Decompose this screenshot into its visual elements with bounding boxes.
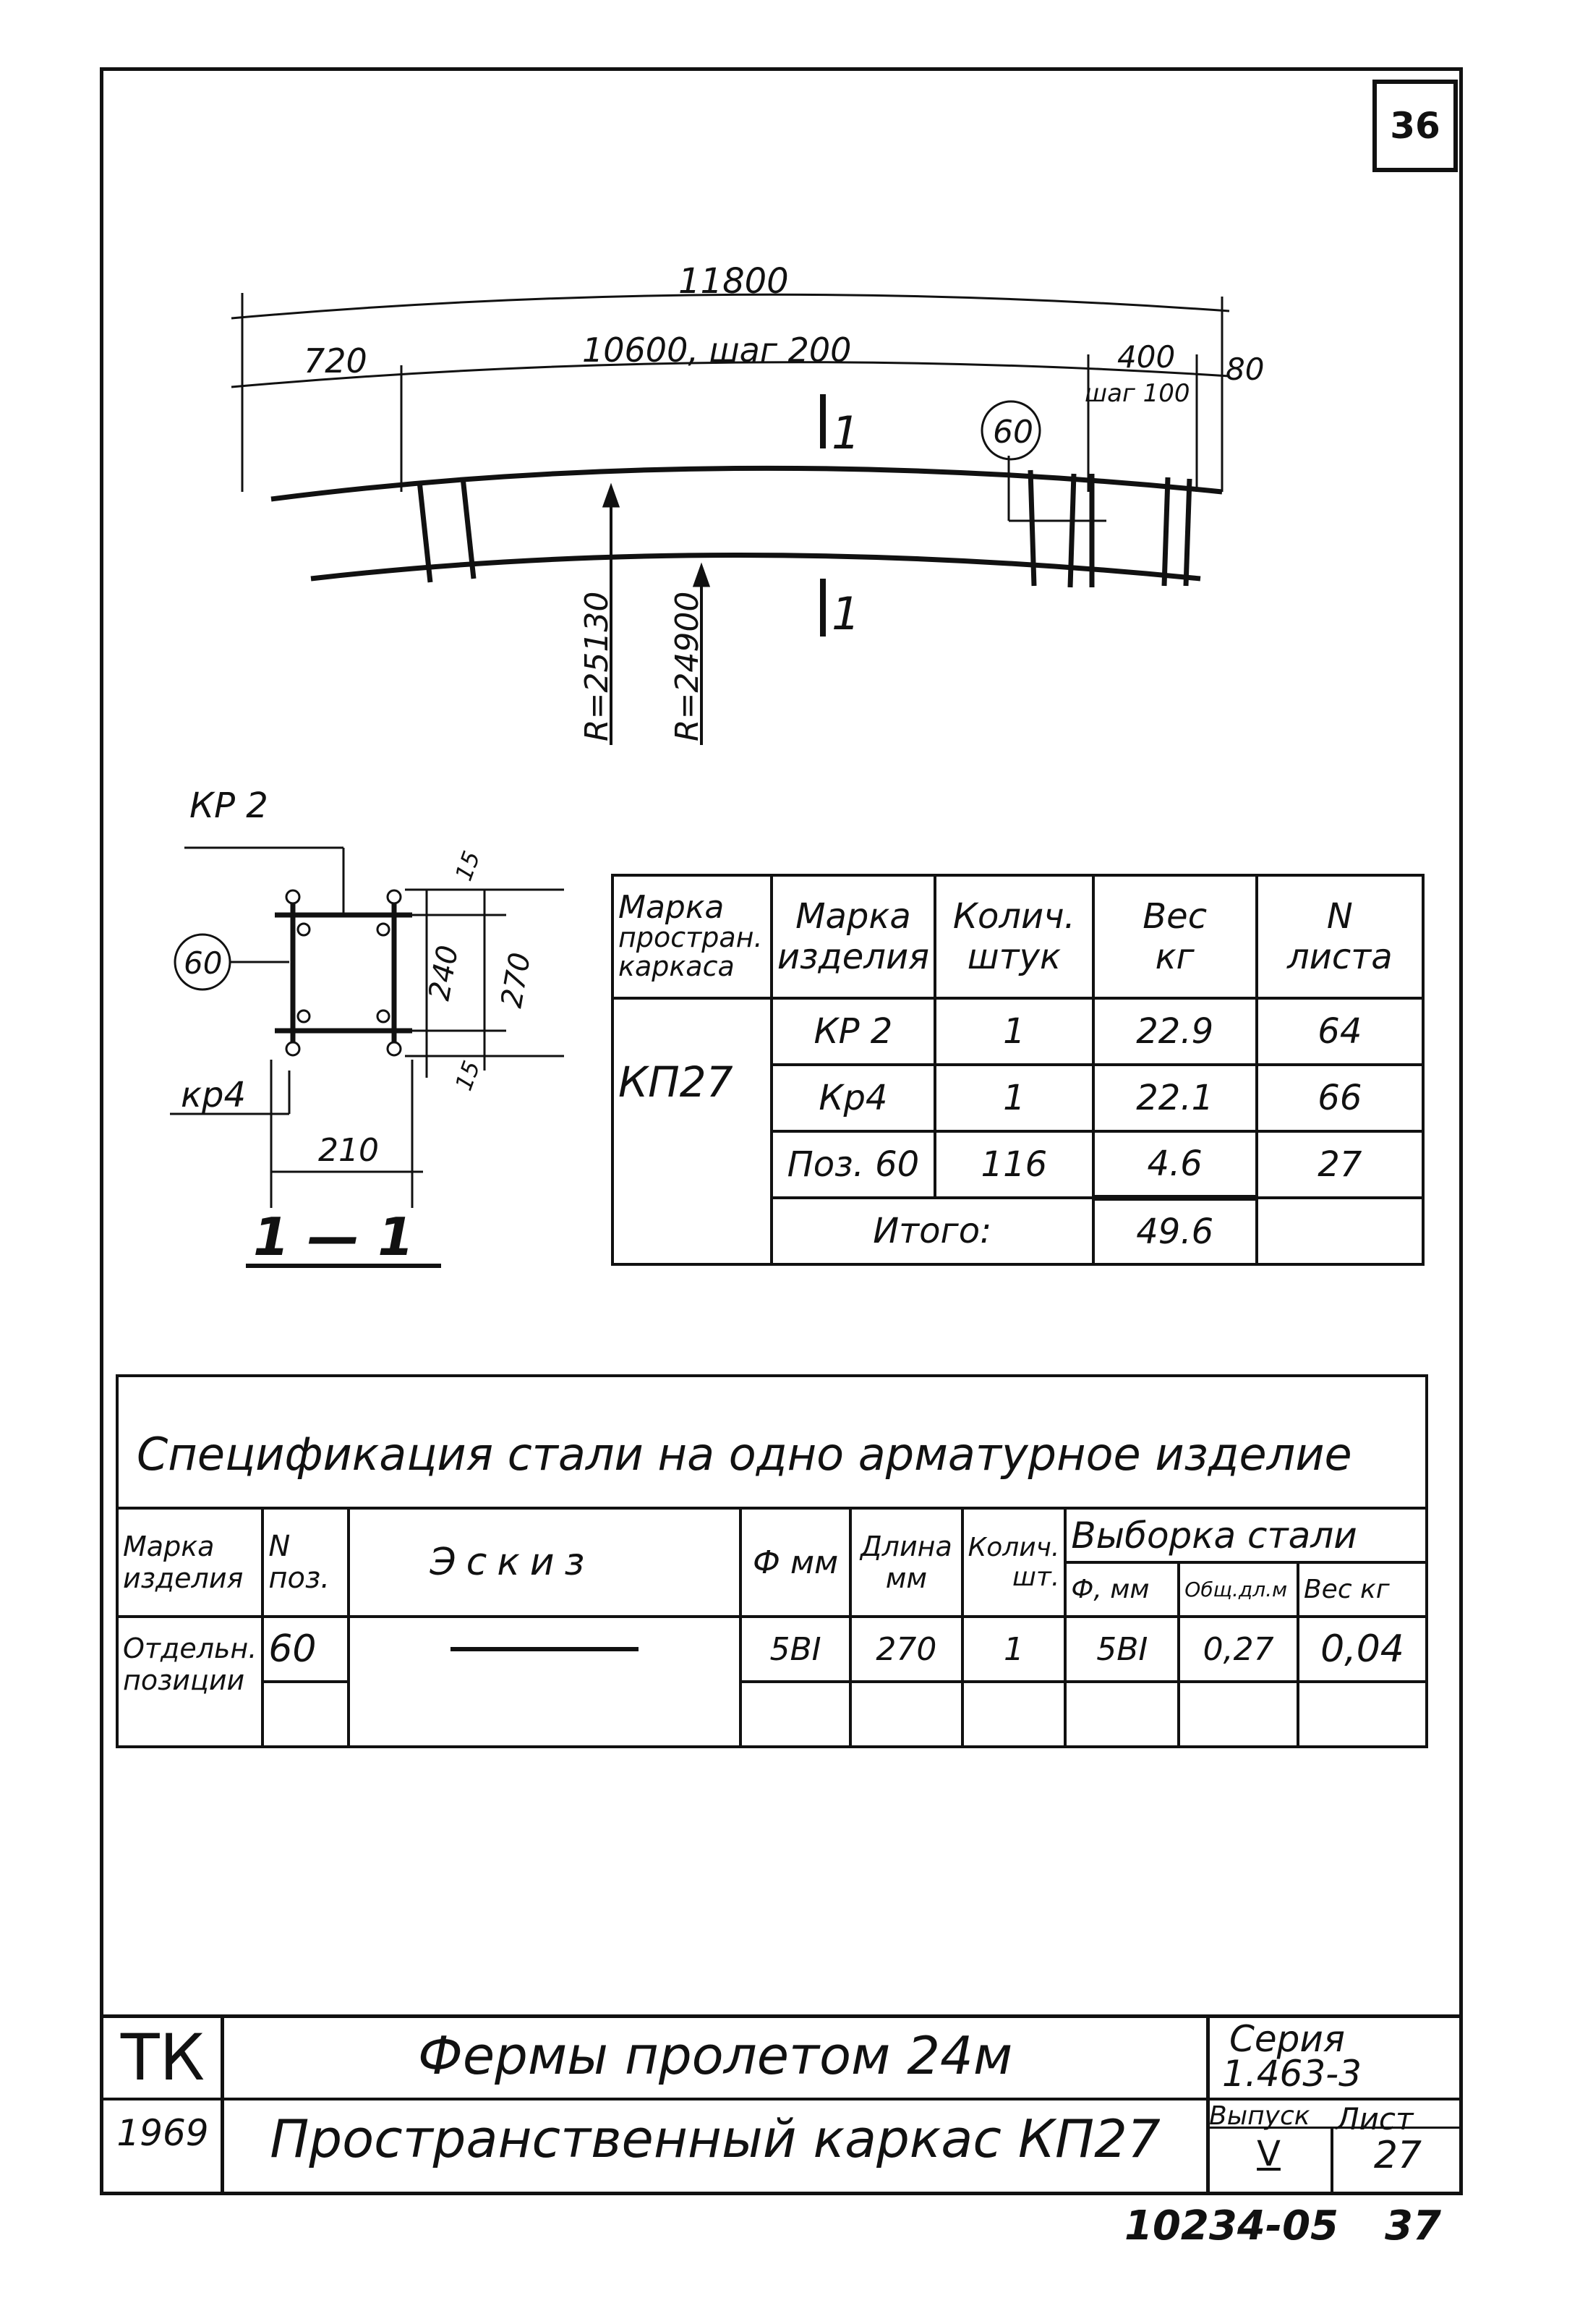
radius-arrow-1 <box>604 486 618 506</box>
radius-arrow-2 <box>694 566 709 586</box>
dim-270: 270 <box>495 950 538 1010</box>
total-value: 49.6 <box>1093 1198 1257 1264</box>
archive-code: 10234-05 <box>1124 2202 1338 2249</box>
section-mark-bottom-label: 1 <box>832 587 861 640</box>
table-row: Кр4 1 22.1 66 <box>612 1065 1423 1131</box>
dim-240: 240 <box>422 942 466 1003</box>
spec-table <box>116 1507 1428 1748</box>
section-label-kr4: кр4 <box>181 1075 246 1115</box>
page-number: 37 <box>1385 2202 1441 2249</box>
sheet-label: Лист <box>1336 2101 1414 2137</box>
sheet-number: 36 <box>1372 80 1458 172</box>
radius-2-label: R=24900 <box>669 591 706 741</box>
dim-right-top-label: 400 <box>1117 339 1176 375</box>
spec-header-row-2: Ф, мм Общ.дл.м Вес кг <box>117 1562 1427 1617</box>
dim-15b: 15 <box>449 1057 486 1094</box>
spec-data-row: Отдельн. позиции 60 5BI 270 1 5BI 0,27 0,04 <box>117 1617 1427 1682</box>
total-label: Итого: <box>772 1198 1093 1264</box>
dim-end-label: 80 <box>1226 352 1265 387</box>
sketch-cell <box>349 1617 740 1747</box>
weight-table <box>611 874 1425 1266</box>
drawing-subtitle: Пространственный каркас КП27 <box>270 2108 1161 2169</box>
section-label-kr2: КР 2 <box>189 786 268 826</box>
section-pos60-label: 60 <box>184 945 223 981</box>
sheet-value: 27 <box>1373 2134 1422 2177</box>
table-row: Поз. 60 116 4.6 27 <box>612 1131 1423 1198</box>
elevation-drawing <box>0 0 1580 796</box>
dim-total-label: 11800 <box>678 261 789 302</box>
radius-1-label: R=25130 <box>578 591 615 741</box>
series-value: 1.463-3 <box>1222 2053 1362 2095</box>
pos60-label: 60 <box>993 414 1033 451</box>
dim-15a: 15 <box>449 847 486 885</box>
top-chord-bar <box>271 468 1222 499</box>
dim-main-label: 10600, шаг 200 <box>582 331 852 370</box>
section-drawing <box>0 781 600 1316</box>
dim-210: 210 <box>318 1132 379 1169</box>
section-title: 1 — 1 <box>253 1206 414 1267</box>
issue-label: Выпуск <box>1209 2101 1310 2131</box>
series-label: Серия <box>1229 2018 1345 2060</box>
dim-right-bottom-label: шаг 100 <box>1085 379 1190 408</box>
section-mark-top-label: 1 <box>832 407 861 459</box>
bottom-chord-bar <box>311 556 1200 579</box>
issue-value: V <box>1257 2134 1281 2174</box>
drawing-title: Фермы пролетом 24м <box>417 2025 1013 2086</box>
spec-table-title: Спецификация стали на одно арматурное изделие <box>116 1374 1428 1508</box>
year: 1969 <box>116 2112 209 2154</box>
weight-table-header: Марка простран. каркаса Марка изделия Колич. штук Вес кг N листа <box>612 875 1423 998</box>
spec-header-row-1: Марка изделия N поз. Эскиз Ф мм Длина мм Колич. шт. Выборка стали <box>117 1508 1427 1562</box>
table-row: КП27 КР 2 1 22.9 64 <box>612 998 1423 1065</box>
sketch-bar <box>450 1647 639 1651</box>
dim-left-label: 720 <box>304 341 367 380</box>
frame-mark: КП27 <box>612 998 772 1264</box>
org-mark: ТК <box>120 2020 205 2095</box>
spec-empty-row <box>117 1682 1427 1747</box>
